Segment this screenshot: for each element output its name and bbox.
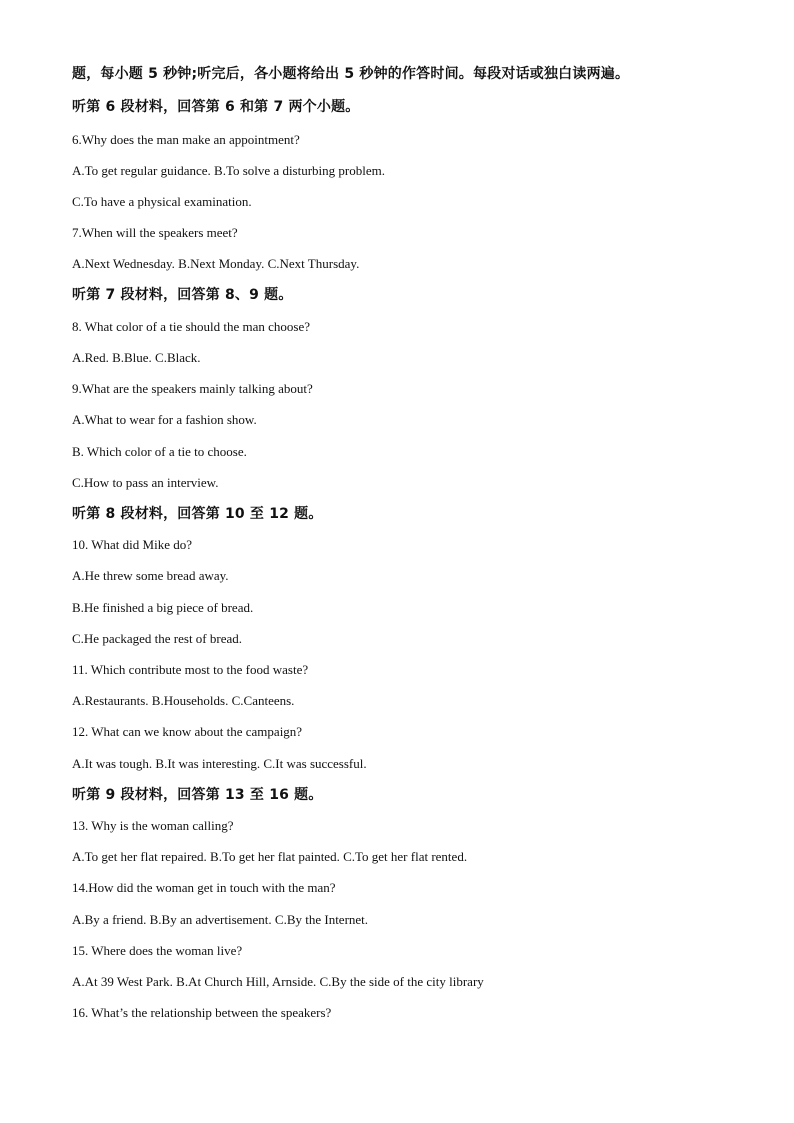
question-10: 10. What did Mike do? (72, 537, 192, 552)
section-heading-9: 听第 9 段材料，回答第 13 至 16 题。 (72, 787, 323, 803)
options-12: A.It was tough. B.It was interesting. C.It was successful. (72, 756, 367, 771)
question-12: 12. What can we know about the campaign? (72, 724, 303, 739)
option-10-b: B.He finished a big piece of bread. (72, 600, 254, 615)
options-7: A.Next Wednesday. B.Next Monday. C.Next Thursday. (72, 256, 360, 271)
question-13: 13. Why is the woman calling? (72, 818, 234, 833)
question-14: 14.How did the woman get in touch with the man? (72, 880, 336, 895)
question-7: 7.When will the speakers meet? (72, 225, 238, 240)
question-9: 9.What are the speakers mainly talking about? (72, 381, 313, 396)
options-13: A.To get her flat repaired. B.To get her flat painted. C.To get her flat rented. (72, 849, 468, 864)
section-heading-6: 听第 6 段材料，回答第 6 和第 7 两个小题。 (72, 99, 360, 115)
option-9-c: C.How to pass an interview. (72, 475, 219, 490)
question-16: 16. What’s the relationship between the speakers? (72, 1005, 332, 1020)
options-15: A.At 39 West Park. B.At Church Hill, Arnside. C.By the side of the city library (72, 974, 484, 989)
option-10-a: A.He threw some bread away. (72, 568, 229, 583)
option-10-c: C.He packaged the rest of bread. (72, 631, 243, 646)
instructions-intro: 题，每小题 5 秒钟;听完后，各小题将给出 5 秒钟的作答时间。每段对话或独白读两遍。 (72, 66, 630, 82)
option-9-a: A.What to wear for a fashion show. (72, 412, 257, 427)
question-15: 15. Where does the woman live? (72, 943, 243, 958)
option-9-b: B. Which color of a tie to choose. (72, 444, 247, 459)
options-14: A.By a friend. B.By an advertisement. C.By the Internet. (72, 912, 369, 927)
section-heading-7: 听第 7 段材料，回答第 8、9 题。 (72, 287, 293, 303)
question-11: 11. Which contribute most to the food waste? (72, 662, 309, 677)
question-8: 8. What color of a tie should the man choose? (72, 319, 311, 334)
options-8: A.Red. B.Blue. C.Black. (72, 350, 201, 365)
option-6-c: C.To have a physical examination. (72, 194, 252, 209)
question-6: 6.Why does the man make an appointment? (72, 132, 300, 147)
options-6-ab: A.To get regular guidance. B.To solve a disturbing problem. (72, 163, 385, 178)
section-heading-8: 听第 8 段材料，回答第 10 至 12 题。 (72, 506, 323, 522)
options-11: A.Restaurants. B.Households. C.Canteens. (72, 693, 295, 708)
